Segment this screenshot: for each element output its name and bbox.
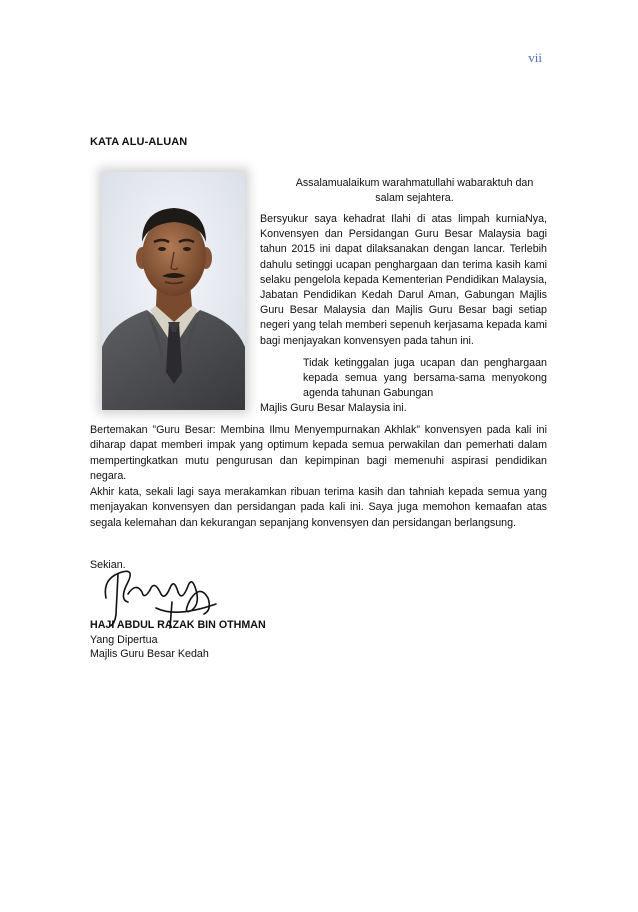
page-number: vii [528, 50, 542, 65]
paragraph-1: Bersyukur saya kehadrat Ilahi di atas limpah kurniaNya, Konvensyen dan Persidangan Guru Besar Malaysia bagi tahun 2015 ini dapat dilaksanakan dengan lancar. Terlebih dahulu setinggi ucapan penghargaan dan terima kasih kami selaku pengelola kepada Kementerian Pendidikan Malaysia, Jabatan Pendidikan Kedah Darul Aman, Gabungan Majlis Guru Besar Malaysia dan Majlis Guru Besar bagi setiap negeri yang telah memberi sepenuh kerjasama kepada kami bagi menjayakan konvensyen pada tahun ini. [260, 213, 547, 347]
portrait-photo [102, 172, 245, 410]
page-title: KATA ALU-ALUAN [90, 136, 188, 148]
signatory-organization: Majlis Guru Besar Kedah [90, 648, 209, 660]
paragraph-2-tail: Majlis Guru Besar Malaysia ini. [260, 402, 407, 414]
signatory-title: Yang Dipertua [90, 634, 158, 646]
paragraph-2: Tidak ketinggalan juga ucapan dan penghargaan kepada semua yang bersama-sama menyokong agenda tahunan Gabungan [303, 357, 547, 400]
paragraph-4: Akhir kata, sekali lagi saya merakamkan ribuan terima kasih dan tahniah kepada semua yang menjayakan konvensyen dan persidangan pada kali ini. Saya juga memohon kemaafan atas segala kelemahan dan kekurangan sepanjang konvensyen dan persidangan berlangsung. [90, 486, 547, 529]
greeting-line-2: salam sejahtera. [375, 192, 454, 205]
closing-text: Sekian. [90, 559, 126, 571]
signatory-name: HAJI ABDUL RAZAK BIN OTHMAN [90, 619, 266, 631]
portrait-image [102, 172, 245, 410]
greeting [260, 176, 547, 206]
greeting-line-1: Assalamualaikum warahmatullahi wabaraktuh dan [295, 177, 534, 189]
paragraph-3: Bertemakan ”Guru Besar: Membina Ilmu Menyempurnakan Akhlak” konvensyen pada kali ini diharap dapat memberi impak yang optimum kepada semua perwakilan dan pemerhati dalam mempertingkatkan mutu pengurusan dan kepimpinan bagi memenuhi aspirasi pendidikan negara. [90, 424, 547, 483]
